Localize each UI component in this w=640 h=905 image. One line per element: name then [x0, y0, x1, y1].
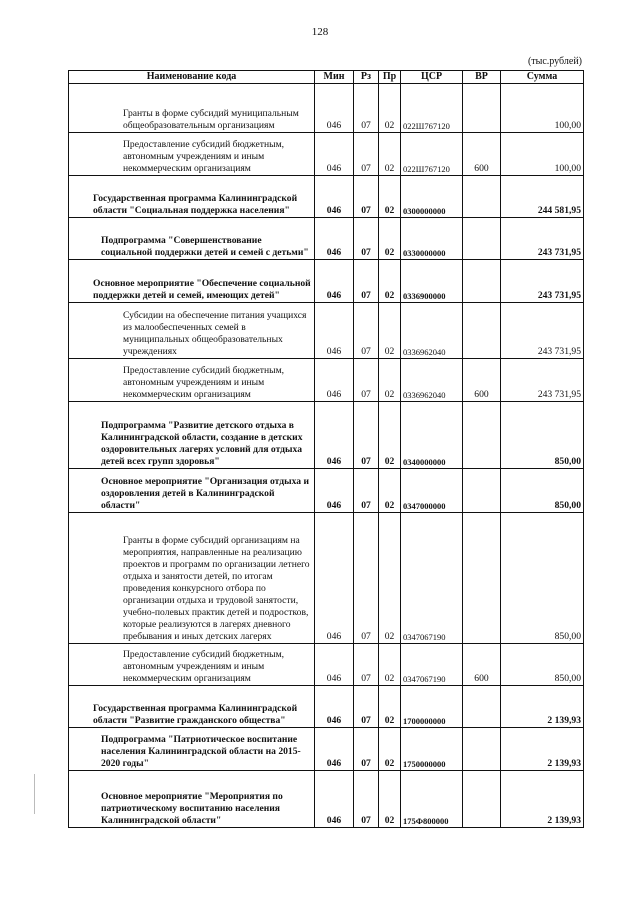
row-vr: 600 — [463, 133, 501, 176]
table-row — [69, 218, 584, 260]
row-name: Предоставление субсидий бюджетным, автономным учреждениям и иным некоммерческим организациям — [69, 359, 315, 402]
row-sum: 850,00 — [501, 513, 584, 644]
row-min: 046 — [315, 644, 354, 686]
row-csr: 1700000000 — [401, 686, 463, 728]
row-name: Подпрограмма "Развитие детского отдыха в Калининградской области, создание в детских оздоровительных лагерях условий для отдыха детей всех групп здоровья" — [69, 402, 315, 469]
row-rz: 07 — [354, 686, 379, 728]
row-csr: 0300000000 — [401, 176, 463, 218]
row-rz: 07 — [354, 513, 379, 644]
table-row — [69, 469, 584, 513]
row-name: Основное мероприятие "Организация отдыха и оздоровления детей в Калининградской области" — [69, 469, 315, 513]
table-row — [69, 303, 584, 359]
row-sum: 100,00 — [501, 84, 584, 133]
row-name: Предоставление субсидий бюджетным, автономным учреждениям и иным некоммерческим организациям — [69, 133, 315, 176]
row-vr — [463, 218, 501, 260]
row-min: 046 — [315, 133, 354, 176]
header-pr: Пр — [379, 71, 401, 84]
row-csr: 0347067190 — [401, 513, 463, 644]
row-sum: 2 139,93 — [501, 728, 584, 771]
row-pr: 02 — [379, 686, 401, 728]
row-csr: 0336900000 — [401, 260, 463, 303]
row-pr: 02 — [379, 513, 401, 644]
table-row — [69, 686, 584, 728]
row-sum: 100,00 — [501, 133, 584, 176]
row-rz: 07 — [354, 771, 379, 828]
row-name: Государственная программа Калининградской области "Социальная поддержка населения" — [69, 176, 315, 218]
page-number: 128 — [311, 26, 329, 38]
row-sum: 243 731,95 — [501, 359, 584, 402]
row-name: Гранты в форме субсидий организациям на мероприятия, направленные на реализацию проектов и программ по организации летнего отдыха и занятости детей, по итогам проведения конкурсного отбора по организации отдыха и трудовой занятости, учебно-полевых практик детей и подростков, которые реализуются в лагерях дневного пребывания и иных детских лагерях — [69, 513, 315, 644]
table-row — [69, 176, 584, 218]
budget-table — [68, 70, 584, 828]
row-name: Основное мероприятие "Обеспечение социальной поддержки детей и семей, имеющих детей" — [69, 260, 315, 303]
table-row — [69, 133, 584, 176]
row-min: 046 — [315, 728, 354, 771]
row-pr: 02 — [379, 218, 401, 260]
row-vr — [463, 469, 501, 513]
row-name: Субсидии на обеспечение питания учащихся из малообеспеченных семей в муниципальных общеобразовательных учреждениях — [69, 303, 315, 359]
row-sum: 850,00 — [501, 469, 584, 513]
row-csr: 0347067190 — [401, 644, 463, 686]
row-rz: 07 — [354, 728, 379, 771]
row-min: 046 — [315, 84, 354, 133]
units-label: (тыс.рублей) — [527, 56, 582, 67]
row-rz: 07 — [354, 303, 379, 359]
row-vr — [463, 84, 501, 133]
row-vr — [463, 686, 501, 728]
row-rz: 07 — [354, 469, 379, 513]
row-name: Подпрограмма "Совершенствование социальной поддержки детей и семей с детьми" — [69, 218, 315, 260]
row-pr: 02 — [379, 359, 401, 402]
row-pr: 02 — [379, 469, 401, 513]
row-rz: 07 — [354, 644, 379, 686]
table-row — [69, 728, 584, 771]
row-sum: 2 139,93 — [501, 771, 584, 828]
row-rz: 07 — [354, 133, 379, 176]
row-name: Подпрограмма "Патриотическое воспитание населения Калининградской области на 2015-2020 годы" — [69, 728, 315, 771]
row-vr — [463, 176, 501, 218]
row-pr: 02 — [379, 133, 401, 176]
row-min: 046 — [315, 402, 354, 469]
margin-mark — [34, 774, 35, 814]
row-min: 046 — [315, 686, 354, 728]
row-min: 046 — [315, 218, 354, 260]
row-csr: 175Ф800000 — [401, 771, 463, 828]
row-vr — [463, 402, 501, 469]
header-rz: Рз — [354, 71, 379, 84]
row-pr: 02 — [379, 771, 401, 828]
row-pr: 02 — [379, 303, 401, 359]
row-name: Государственная программа Калининградской области "Развитие гражданского общества" — [69, 686, 315, 728]
row-vr — [463, 771, 501, 828]
row-min: 046 — [315, 469, 354, 513]
table-row — [69, 771, 584, 828]
header-row — [69, 71, 584, 84]
table-row — [69, 402, 584, 469]
row-csr: 022Ш767120 — [401, 133, 463, 176]
row-sum: 850,00 — [501, 402, 584, 469]
table-row — [69, 84, 584, 133]
row-min: 046 — [315, 513, 354, 644]
row-csr: 0340000000 — [401, 402, 463, 469]
header-vr: ВР — [463, 71, 501, 84]
row-sum: 2 139,93 — [501, 686, 584, 728]
row-pr: 02 — [379, 402, 401, 469]
row-sum: 850,00 — [501, 644, 584, 686]
row-name: Основное мероприятие "Мероприятия по патриотическому воспитанию населения Калининградской области" — [69, 771, 315, 828]
row-min: 046 — [315, 176, 354, 218]
row-rz: 07 — [354, 84, 379, 133]
row-pr: 02 — [379, 728, 401, 771]
row-sum: 243 731,95 — [501, 218, 584, 260]
row-vr — [463, 513, 501, 644]
header-csr: ЦСР — [401, 71, 463, 84]
row-vr — [463, 303, 501, 359]
row-min: 046 — [315, 260, 354, 303]
row-csr: 0336962040 — [401, 359, 463, 402]
row-sum: 244 581,95 — [501, 176, 584, 218]
header-name: Наименование кода — [69, 71, 315, 84]
row-pr: 02 — [379, 84, 401, 133]
row-min: 046 — [315, 771, 354, 828]
row-sum: 243 731,95 — [501, 260, 584, 303]
table-row — [69, 260, 584, 303]
row-min: 046 — [315, 303, 354, 359]
table-row — [69, 359, 584, 402]
row-rz: 07 — [354, 402, 379, 469]
row-rz: 07 — [354, 260, 379, 303]
row-vr: 600 — [463, 644, 501, 686]
row-vr: 600 — [463, 359, 501, 402]
row-rz: 07 — [354, 218, 379, 260]
row-csr: 0336962040 — [401, 303, 463, 359]
row-csr: 0330000000 — [401, 218, 463, 260]
header-min: Мин — [315, 71, 354, 84]
row-pr: 02 — [379, 644, 401, 686]
row-csr: 0347000000 — [401, 469, 463, 513]
row-rz: 07 — [354, 176, 379, 218]
row-csr: 1750000000 — [401, 728, 463, 771]
row-pr: 02 — [379, 176, 401, 218]
table-row — [69, 644, 584, 686]
row-name: Предоставление субсидий бюджетным, автономным учреждениям и иным некоммерческим организациям — [69, 644, 315, 686]
row-pr: 02 — [379, 260, 401, 303]
row-csr: 022Ш767120 — [401, 84, 463, 133]
row-vr — [463, 260, 501, 303]
row-min: 046 — [315, 359, 354, 402]
table-row — [69, 513, 584, 644]
row-vr — [463, 728, 501, 771]
row-sum: 243 731,95 — [501, 303, 584, 359]
row-rz: 07 — [354, 359, 379, 402]
header-sum: Сумма — [501, 71, 584, 84]
row-name: Гранты в форме субсидий муниципальным общеобразовательным организациям — [69, 84, 315, 133]
